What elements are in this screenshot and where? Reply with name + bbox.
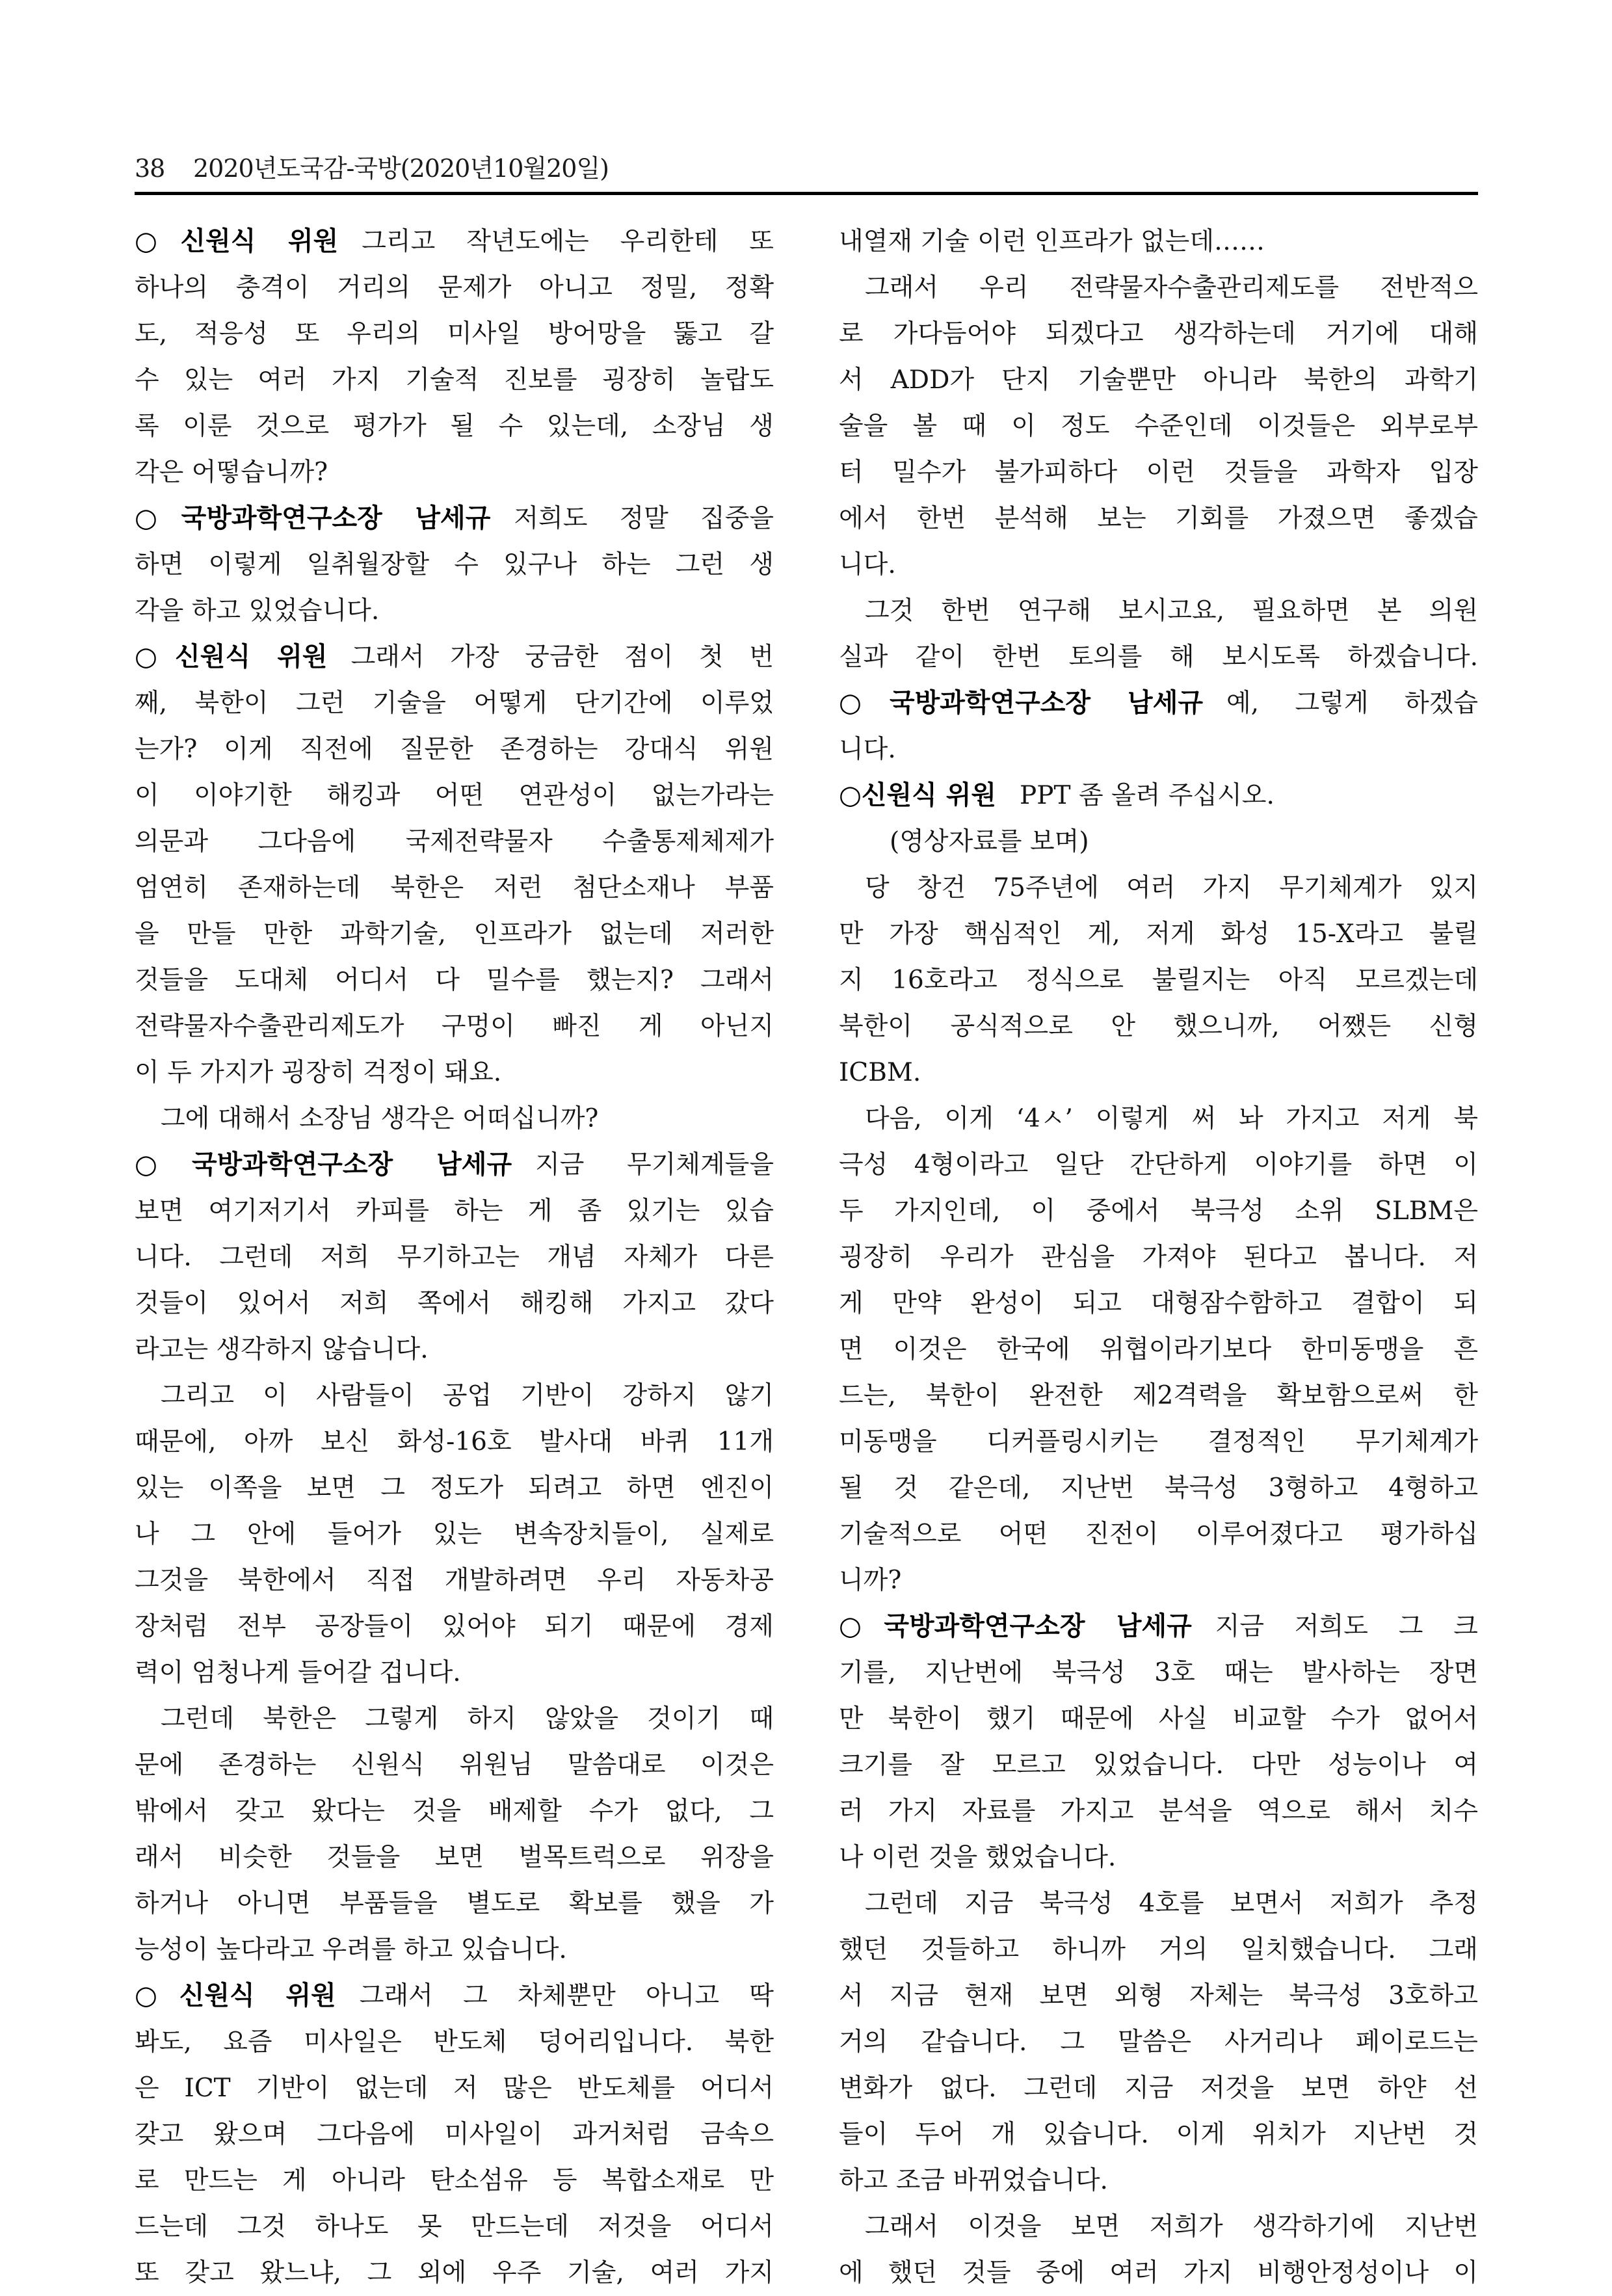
text-line xyxy=(839,2065,1478,2111)
line-text: 그에 대해서 소장님 생각은 어떠십니까? xyxy=(161,1104,599,1133)
text-line xyxy=(135,1234,774,1280)
line-text: 서 지금 현재 보면 외형 자체는 북극성 3호하고 xyxy=(839,1981,1478,2011)
text-line xyxy=(839,2250,1478,2296)
text-line xyxy=(839,311,1478,357)
circle-marker-icon: ○ xyxy=(839,780,862,810)
speaker-label xyxy=(135,1981,336,2011)
text-line xyxy=(839,357,1478,403)
text-line xyxy=(839,1096,1478,1142)
line-text: ICBM. xyxy=(839,1058,921,1087)
text-line xyxy=(839,2111,1478,2157)
line-text: 서 ADD가 단지 기술뿐만 아니라 북한의 과학기 xyxy=(839,365,1478,395)
text-line xyxy=(839,2157,1478,2204)
line-text: 라고는 생각하지 않습니다. xyxy=(135,1335,429,1364)
speaker-name: 국방과학연구소장 남세규 xyxy=(889,688,1203,718)
text-line xyxy=(839,1003,1478,1049)
text-line xyxy=(135,449,774,495)
line-text: 그래서 가장 궁금한 점이 첫 번 xyxy=(350,642,774,672)
speaker-name: 신원식 위원 xyxy=(861,780,997,810)
text-line xyxy=(839,1880,1478,1927)
line-text: (영상자료를 보며) xyxy=(890,827,1089,856)
line-text: 극성 4형이라고 일단 간단하게 이야기를 하면 이 xyxy=(839,1150,1478,1180)
line-text: 째, 북한이 그런 기술을 어떻게 단기간에 이루었 xyxy=(135,689,774,718)
text-line xyxy=(839,403,1478,449)
text-line xyxy=(135,2250,774,2296)
text-line xyxy=(839,1742,1478,1788)
line-text: 그것 한번 연구해 보시고요, 필요하면 본 의원 xyxy=(865,596,1478,626)
speaker-name: 국방과학연구소장 남세규 xyxy=(192,1150,512,1180)
line-text: 는가? 이게 직전에 질문한 존경하는 강대식 위원 xyxy=(135,735,774,764)
line-text: 갖고 왔으며 그다음에 미사일이 과거처럼 금속으 xyxy=(135,2120,774,2149)
line-text: 각은 어떻습니까? xyxy=(135,458,328,487)
text-line xyxy=(135,1280,774,1326)
line-text: 그런데 지금 북극성 4호를 보면서 저희가 추정 xyxy=(865,1889,1478,1918)
speaker-line xyxy=(135,495,774,542)
line-text: 니다. xyxy=(839,550,896,579)
text-line xyxy=(839,957,1478,1003)
text-line xyxy=(839,1280,1478,1326)
line-text: 니다. xyxy=(839,735,896,764)
line-text: 하나의 충격이 거리의 문제가 아니고 정밀, 정확 xyxy=(135,273,774,302)
text-line xyxy=(135,1696,774,1742)
text-line xyxy=(135,311,774,357)
text-line xyxy=(839,588,1478,634)
line-text: 기를, 지난번에 북극성 3호 때는 발사하는 장면 xyxy=(839,1658,1478,1687)
text-line xyxy=(839,2204,1478,2250)
line-text: 그런데 북한은 그렇게 하지 않았을 것이기 때 xyxy=(161,1704,774,1734)
circle-marker-icon: ○ xyxy=(135,1150,192,1180)
speaker-line xyxy=(135,1973,774,2019)
text-line xyxy=(135,726,774,772)
right-column xyxy=(839,218,1478,2296)
text-line xyxy=(839,726,1478,772)
line-text: 래서 비슷한 것들을 보면 벌목트럭으로 위장을 xyxy=(135,1843,774,1872)
text-line xyxy=(135,1049,774,1096)
text-line xyxy=(135,819,774,865)
text-line xyxy=(135,1742,774,1788)
text-line xyxy=(135,1603,774,1650)
text-line xyxy=(135,265,774,311)
line-text: 만 북한이 했기 때문에 사실 비교할 수가 없어서 xyxy=(839,1704,1478,1734)
left-column xyxy=(135,218,774,2296)
text-line xyxy=(839,265,1478,311)
line-text: 로 가다듬어야 되겠다고 생각하는데 거기에 대해 xyxy=(839,319,1478,349)
line-text: 록 이룬 것으로 평가가 될 수 있는데, 소장님 생 xyxy=(135,412,774,441)
line-text: 들이 두어 개 있습니다. 이게 위치가 지난번 것 xyxy=(839,2120,1478,2149)
text-line xyxy=(839,2019,1478,2065)
text-line xyxy=(839,865,1478,911)
line-text: 엄연히 존재하는데 북한은 저런 첨단소재나 부품 xyxy=(135,873,774,903)
line-text: 도, 적응성 또 우리의 미사일 방어망을 뚫고 갈 xyxy=(135,319,774,349)
text-line xyxy=(839,495,1478,542)
text-line xyxy=(839,1927,1478,1973)
line-text: 게 만약 완성이 되고 대형잠수함하고 결합이 되 xyxy=(839,1289,1478,1318)
circle-marker-icon: ○ xyxy=(135,226,181,256)
text-line xyxy=(839,1650,1478,1696)
text-line xyxy=(135,1326,774,1373)
line-text: 북한이 공식적으로 안 했으니까, 어쨌든 신형 xyxy=(839,1012,1478,1041)
text-line xyxy=(839,218,1478,265)
speaker-name: 신원식 위원 xyxy=(180,226,339,256)
line-text: 밖에서 갖고 왔다는 것을 배제할 수가 없다, 그 xyxy=(135,1797,774,1826)
text-line xyxy=(839,1419,1478,1465)
text-line xyxy=(135,1188,774,1234)
line-text: 하거나 아니면 부품들을 별도로 확보를 했을 가 xyxy=(135,1889,774,1918)
line-text: 내열재 기술 이런 인프라가 없는데…… xyxy=(839,227,1265,256)
line-text: 그리고 이 사람들이 공업 기반이 강하지 않기 xyxy=(161,1381,774,1410)
speaker-line xyxy=(135,218,774,265)
line-text: 지 16호라고 정식으로 불릴지는 아직 모르겠는데 xyxy=(839,966,1478,995)
text-line xyxy=(839,634,1478,680)
line-text: 을 만들 만한 과학기술, 인프라가 없는데 저러한 xyxy=(135,919,774,949)
line-text: 그것을 북한에서 직접 개발하려면 우리 자동차공 xyxy=(135,1566,774,1595)
text-line xyxy=(135,1557,774,1603)
speaker-name: 신원식 위원 xyxy=(179,1981,336,2011)
line-text: 당 창건 75주년에 여러 가지 무기체계가 있지 xyxy=(865,873,1478,903)
line-text: 니까? xyxy=(839,1566,902,1595)
text-line xyxy=(135,680,774,726)
line-text: 했던 것들하고 하니까 거의 일치했습니다. 그래 xyxy=(839,1935,1478,1964)
text-line xyxy=(135,1788,774,1834)
line-text: 하면 이렇게 일취월장할 수 있구나 하는 그런 생 xyxy=(135,550,774,579)
line-text: 기술적으로 어떤 진전이 이루어졌다고 평가하십 xyxy=(839,1520,1478,1549)
text-line xyxy=(135,1650,774,1696)
line-text: 될 것 같은데, 지난번 북극성 3형하고 4형하고 xyxy=(839,1473,1478,1503)
text-line xyxy=(135,2019,774,2065)
header-rule xyxy=(135,192,1478,195)
line-text: 은 ICT 기반이 없는데 저 많은 반도체를 어디서 xyxy=(135,2074,774,2103)
text-line xyxy=(839,1234,1478,1280)
line-text: 전략물자수출관리제도가 구멍이 빠진 게 아닌지 xyxy=(135,1012,774,1041)
text-line xyxy=(135,1834,774,1880)
line-text: 실과 같이 한번 토의를 해 보시도록 하겠습니다. xyxy=(839,642,1478,672)
speaker-name: 신원식 위원 xyxy=(175,642,328,672)
line-text: 두 가지인데, 이 중에서 북극성 소위 SLBM은 xyxy=(839,1196,1478,1226)
line-text: 술을 볼 때 이 정도 수준인데 이것들은 외부로부 xyxy=(839,412,1478,441)
line-text: 거의 같습니다. 그 말씀은 사거리나 페이로드는 xyxy=(839,2027,1478,2057)
text-line xyxy=(135,1096,774,1142)
speaker-line xyxy=(839,772,1478,819)
text-line xyxy=(135,1465,774,1511)
text-line xyxy=(135,542,774,588)
line-text: 크기를 잘 모르고 있었습니다. 다만 성능이나 여 xyxy=(839,1750,1478,1780)
text-line xyxy=(839,1373,1478,1419)
line-text: 니다. 그런데 저희 무기하고는 개념 자체가 다른 xyxy=(135,1243,774,1272)
speaker-label xyxy=(135,1150,512,1180)
line-text: 러 가지 자료를 가지고 분석을 역으로 해서 치수 xyxy=(839,1797,1478,1826)
line-text: 굉장히 우리가 관심을 가져야 된다고 봅니다. 저 xyxy=(839,1243,1478,1272)
speaker-line xyxy=(839,1603,1478,1650)
text-line xyxy=(839,819,1478,865)
line-text: 또 갖고 왔느냐, 그 외에 우주 기술, 여러 가지 xyxy=(135,2258,774,2288)
running-title: 2020년도국감-국방(2020년10월20일) xyxy=(193,154,609,183)
line-text: 변화가 없다. 그런데 지금 저것을 보면 하얀 선 xyxy=(839,2074,1478,2103)
line-text: 것들이 있어서 저희 쪽에서 해킹해 가지고 갔다 xyxy=(135,1289,774,1318)
speaker-name: 국방과학연구소장 남세규 xyxy=(181,503,491,533)
speaker-label xyxy=(135,642,328,672)
line-text: 저희도 정말 집중을 xyxy=(514,504,774,533)
text-line xyxy=(839,911,1478,957)
text-line xyxy=(135,911,774,957)
text-line xyxy=(839,1142,1478,1188)
text-line xyxy=(135,1373,774,1419)
line-text: 예, 그렇게 하겠습 xyxy=(1226,689,1478,718)
text-line xyxy=(839,1834,1478,1880)
line-text: 각을 하고 있었습니다. xyxy=(135,596,380,626)
text-line xyxy=(135,1003,774,1049)
circle-marker-icon: ○ xyxy=(839,1611,884,1641)
speaker-line xyxy=(135,1142,774,1188)
line-text: 그래서 우리 전략물자수출관리제도를 전반적으 xyxy=(865,273,1478,302)
line-text: 그리고 작년도에는 우리한테 또 xyxy=(362,227,774,256)
circle-marker-icon: ○ xyxy=(135,642,176,672)
text-line xyxy=(135,357,774,403)
line-text: 수 있는 여러 가지 기술적 진보를 굉장히 놀랍도 xyxy=(135,365,774,395)
line-text: 면 이것은 한국에 위협이라기보다 한미동맹을 흔 xyxy=(839,1335,1478,1364)
text-line xyxy=(839,1465,1478,1511)
line-text: 그래서 이것을 보면 저희가 생각하기에 지난번 xyxy=(865,2212,1478,2241)
text-line xyxy=(839,1326,1478,1373)
line-text: 장처럼 전부 공장들이 있어야 되기 때문에 경제 xyxy=(135,1612,774,1641)
text-line xyxy=(135,2065,774,2111)
speaker-name: 국방과학연구소장 남세규 xyxy=(884,1611,1192,1641)
line-text: 봐도, 요즘 미사일은 반도체 덩어리입니다. 북한 xyxy=(135,2027,774,2057)
line-text: 만 가장 핵심적인 게, 저게 화성 15-X라고 불릴 xyxy=(839,919,1478,949)
line-text: 하고 조금 바뀌었습니다. xyxy=(839,2166,1108,2195)
text-line xyxy=(135,1419,774,1465)
circle-marker-icon: ○ xyxy=(135,1981,179,2011)
speaker-label xyxy=(839,1611,1192,1641)
text-line xyxy=(135,957,774,1003)
text-line xyxy=(135,1927,774,1973)
line-text: 의문과 그다음에 국제전략물자 수출통제체제가 xyxy=(135,827,774,856)
text-line xyxy=(839,542,1478,588)
text-line xyxy=(839,1188,1478,1234)
text-line xyxy=(839,1557,1478,1603)
text-line xyxy=(135,2111,774,2157)
text-line xyxy=(839,1511,1478,1557)
speaker-line xyxy=(839,680,1478,726)
text-line xyxy=(135,2157,774,2204)
line-text: 지금 저희도 그 크 xyxy=(1215,1612,1478,1641)
page-header xyxy=(135,148,1478,187)
speaker-line xyxy=(135,634,774,680)
speaker-label xyxy=(839,780,996,810)
text-line xyxy=(135,588,774,634)
text-line xyxy=(839,1973,1478,2019)
speaker-label xyxy=(135,226,338,256)
text-line xyxy=(135,1511,774,1557)
line-text: PPT 좀 올려 주십시오. xyxy=(1020,781,1275,810)
line-text: 이 이야기한 해킹과 어떤 연관성이 없는가라는 xyxy=(135,781,774,810)
line-text: 미동맹을 디커플링시키는 결정적인 무기체계가 xyxy=(839,1427,1478,1457)
line-text: 에서 한번 분석해 보는 기회를 가졌으면 좋겠습 xyxy=(839,504,1478,533)
line-text: 그래서 그 차체뿐만 아니고 딱 xyxy=(359,1981,774,2011)
speaker-label xyxy=(839,688,1203,718)
page-number: 38 xyxy=(135,154,165,183)
line-text: 때문에, 아까 보신 화성-16호 발사대 바퀴 11개 xyxy=(135,1427,774,1457)
line-text: 문에 존경하는 신원식 위원님 말씀대로 이것은 xyxy=(135,1750,774,1780)
text-line xyxy=(135,865,774,911)
line-text: 있는 이쪽을 보면 그 정도가 되려고 하면 엔진이 xyxy=(135,1473,774,1503)
line-text: 로 만드는 게 아니라 탄소섬유 등 복합소재로 만 xyxy=(135,2166,774,2195)
line-text: 지금 무기체계들을 xyxy=(535,1150,774,1180)
line-text: 나 이런 것을 했었습니다. xyxy=(839,1843,1117,1872)
speaker-label xyxy=(135,503,490,533)
text-line xyxy=(839,1049,1478,1096)
text-line xyxy=(839,449,1478,495)
line-text: 력이 엄청나게 들어갈 겁니다. xyxy=(135,1658,461,1687)
text-line xyxy=(839,1696,1478,1742)
line-text: 나 그 안에 들어가 있는 변속장치들이, 실제로 xyxy=(135,1520,774,1549)
line-text: 드는데 그것 하나도 못 만드는데 저것을 어디서 xyxy=(135,2212,774,2241)
line-text: 보면 여기저기서 카피를 하는 게 좀 있기는 있습 xyxy=(135,1196,774,1226)
text-line xyxy=(135,772,774,819)
line-text: 다음, 이게 ‘4ㅅ’ 이렇게 써 놔 가지고 저게 북 xyxy=(865,1104,1478,1133)
line-text: 능성이 높다라고 우려를 하고 있습니다. xyxy=(135,1935,567,1964)
line-text: 것들을 도대체 어디서 다 밀수를 했는지? 그래서 xyxy=(135,966,774,995)
line-text: 터 밀수가 불가피하다 이런 것들을 과학자 입장 xyxy=(839,458,1478,487)
circle-marker-icon: ○ xyxy=(135,503,181,533)
text-line xyxy=(135,2204,774,2250)
text-line xyxy=(135,1880,774,1927)
text-line xyxy=(135,403,774,449)
circle-marker-icon: ○ xyxy=(839,688,890,718)
text-line xyxy=(839,1788,1478,1834)
line-text: 이 두 가지가 굉장히 걱정이 돼요. xyxy=(135,1058,502,1087)
line-text: 드는, 북한이 완전한 제2격력을 확보함으로써 한 xyxy=(839,1381,1478,1410)
line-text: 에 했던 것들 중에 여러 가지 비행안정성이나 이 xyxy=(839,2258,1478,2288)
